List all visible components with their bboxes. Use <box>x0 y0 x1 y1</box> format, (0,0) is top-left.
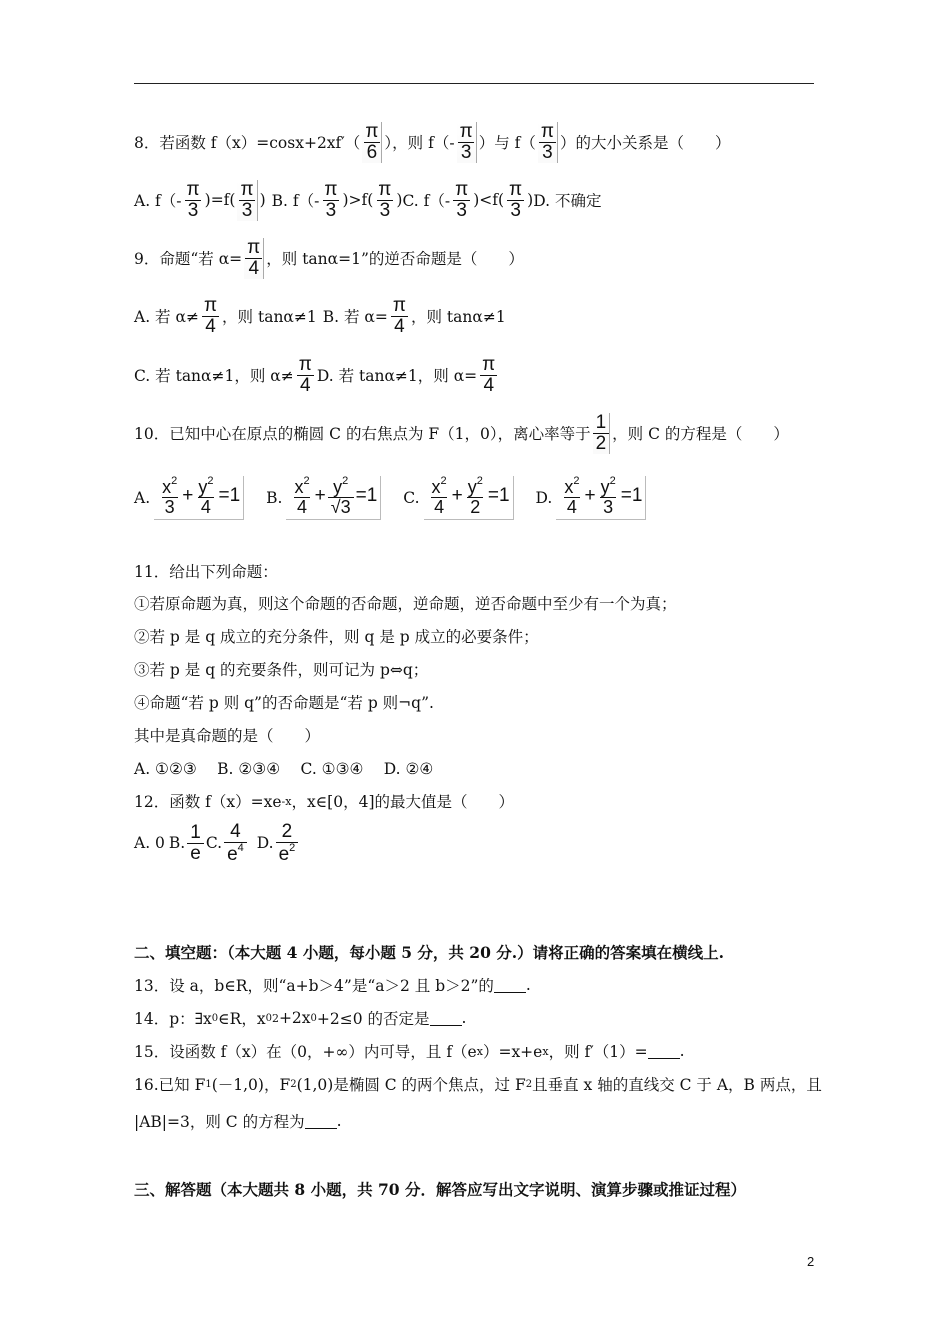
q11-options: A. ①②③ B. ②③④ C. ①③④ D. ②④ <box>134 760 434 778</box>
q9-options-cd <box>134 355 500 396</box>
superscript: x <box>542 1044 549 1058</box>
q14 <box>134 1007 466 1029</box>
subscript: 2 <box>525 1078 533 1090</box>
q14-text: +2x <box>278 1009 311 1027</box>
page-number: 2 <box>807 1254 815 1269</box>
ellipse-equation: $\frac{x^2}{4}$ + $\frac{y^2}{3}$ =1 <box>556 476 646 520</box>
fraction: $\frac{\pi}{6}$ <box>362 122 382 163</box>
q13 <box>134 974 531 996</box>
superscript: 2 <box>271 1011 279 1025</box>
q11-stem: 11．给出下列命题： <box>134 563 278 581</box>
q10-stem <box>134 413 789 454</box>
q9-option-d: D. 若 tanα≠1，则 α= <box>316 367 478 386</box>
q15 <box>134 1040 685 1062</box>
q15-text: 15．设函数 f（x）在（0，+∞）内可导，且 f（e <box>134 1043 477 1061</box>
answer-blank <box>430 1011 462 1026</box>
ellipse-equation: $\frac{x^2}{4}$ + $\frac{y^2}{√3}$ =1 <box>286 476 381 520</box>
q9-stem-text: 9．命题“若 α= <box>134 250 243 269</box>
q9-stem-text: ，则 tanα=1”的逆否命题是（ ） <box>266 250 524 269</box>
q15-text: . <box>679 1042 685 1060</box>
q13-text: . <box>525 976 531 994</box>
q8-stem <box>134 122 730 163</box>
q10-option-label: B. <box>266 488 283 507</box>
q13-text: 13．设 a，b∈R，则“a+b＞4”是“a＞2 且 b＞2”的 <box>134 977 494 995</box>
q14-text: +2≤0 的否定是 <box>316 1010 430 1028</box>
q12-option-c: C. <box>205 834 223 853</box>
fraction: $\frac{\pi}{3}$ <box>324 179 338 221</box>
q11-question: 其中是真命题的是（ ） <box>134 727 321 745</box>
q16-text: 且垂直 x 轴的直线交 C 于 A，B 两点，且 <box>532 1076 822 1094</box>
subscript: 2 <box>290 1078 297 1090</box>
q16-text: 16.已知 F <box>134 1076 206 1094</box>
section-2-heading: 二、填空题：（本大题 4 小题，每小题 5 分，共 20 分.）请将正确的答案填在横线上. <box>134 943 725 962</box>
fraction: $\frac{\pi}{3}$ <box>457 122 477 163</box>
q10-option-label: C. <box>403 488 420 507</box>
answer-blank <box>494 978 526 993</box>
superscript: x <box>476 1044 483 1058</box>
fraction: $\frac{\pi}{3}$ <box>237 180 257 221</box>
answer-blank <box>648 1044 680 1059</box>
fraction: $\frac{2}{e^2}$ <box>276 822 299 865</box>
q16-text: |AB|=3，则 C 的方程为 <box>134 1113 305 1131</box>
q16-text: (1,0)是椭圆 C 的两个焦点，过 F <box>296 1076 526 1094</box>
q8-option-c: )<f( <box>473 191 505 210</box>
q9-options-ab <box>134 296 506 337</box>
q9-option-a: ，则 tanα≠1 <box>222 308 317 327</box>
section-3-heading: 三、解答题（本大题共 8 小题，共 70 分．解答应写出文字说明、演算步骤或推证过程） <box>134 1180 746 1199</box>
q16-line-1 <box>134 1073 822 1095</box>
q11-item-4: ④命题“若 p 则 q”的否命题是“若 p 则¬q”. <box>134 694 434 712</box>
q9-option-a: A. 若 α≠ <box>134 308 199 327</box>
q12-stem <box>134 790 514 812</box>
q8-stem-text: ），则 f（- <box>384 134 455 153</box>
q8-option-d: D. 不确定 <box>533 192 602 211</box>
q16-text: (－1,0)，F <box>211 1076 291 1094</box>
q8-option-c: ) <box>527 191 534 210</box>
ellipse-equation: $\frac{x^2}{3}$ + $\frac{y^2}{4}$ =1 <box>154 476 244 520</box>
subscript: 1 <box>205 1078 212 1090</box>
q8-option-a: A. f（- <box>134 192 182 211</box>
q10-options <box>134 476 650 520</box>
q8-options <box>134 180 601 221</box>
q8-option-c: C. f（- <box>402 192 451 211</box>
q10-stem-text: ，则 C 的方程是（ ） <box>612 425 789 444</box>
q12-stem-text: ，x∈[0，4]的最大值是（ ） <box>291 793 514 811</box>
q8-option-b: ) <box>396 191 403 210</box>
q12-exponent: -x <box>281 794 292 808</box>
fraction: $\frac{\pi}{3}$ <box>455 179 469 221</box>
ellipse-equation: $\frac{x^2}{4}$ + $\frac{y^2}{2}$ =1 <box>424 476 514 520</box>
q8-option-b: B. f（- <box>271 192 320 211</box>
q8-option-a: ) <box>259 191 266 210</box>
q8-option-b: )>f( <box>342 191 374 210</box>
fraction: $\frac{\pi}{4}$ <box>244 238 264 279</box>
fraction: $\frac{\pi}{3}$ <box>378 179 392 221</box>
fraction: $\frac{\pi}{4}$ <box>482 354 496 396</box>
fraction: $\frac{\pi}{3}$ <box>186 179 200 221</box>
q9-option-b: ，则 tanα≠1 <box>411 308 506 327</box>
q15-text: ，则 f′（1）= <box>548 1043 648 1061</box>
q10-option-label: D. <box>535 488 553 507</box>
q12-option-b: B. <box>168 834 186 853</box>
q11-item-2: ②若 p 是 q 成立的充分条件，则 q 是 p 成立的必要条件； <box>134 628 539 646</box>
q9-option-c: C. 若 tanα≠1，则 α≠ <box>134 367 294 386</box>
q11-item-3: ③若 p 是 q 的充要条件，则可记为 p⇔q； <box>134 661 429 679</box>
answer-blank <box>305 1114 337 1129</box>
q14-text: 14．p：∃x <box>134 1010 212 1028</box>
fraction: $\frac{\pi}{4}$ <box>298 354 312 396</box>
q9-stem <box>134 238 524 279</box>
q12-option-d: D. <box>256 834 274 853</box>
fraction: $\frac{\pi}{3}$ <box>509 179 523 221</box>
subscript: 0 <box>265 1012 272 1024</box>
q8-stem-text: ）的大小关系是（ ） <box>559 134 731 153</box>
q12-option-a: A. 0 <box>134 834 165 853</box>
q9-option-b: B. 若 α= <box>322 308 388 327</box>
subscript: 0 <box>211 1012 219 1024</box>
q12-stem-text: 12．函数 f（x）=xe <box>134 793 282 811</box>
fraction: $\frac{1}{e}$ <box>187 823 204 864</box>
fraction: $\frac{1}{2}$ <box>593 413 611 454</box>
q16-text: . <box>336 1112 342 1130</box>
q12-options <box>134 822 300 865</box>
q14-text: ∈R，x <box>218 1010 266 1028</box>
q8-stem-text: 8．若函数 f（x）=cosx+2xf′（ <box>134 134 361 153</box>
subscript: 0 <box>310 1012 317 1024</box>
q8-stem-text: ）与 f（ <box>478 134 536 153</box>
q10-option-label: A. <box>134 488 151 507</box>
q16-line-2 <box>134 1110 342 1132</box>
fraction: $\frac{\pi}{3}$ <box>538 122 558 163</box>
fraction: $\frac{\pi}{4}$ <box>392 295 406 337</box>
header-rule <box>134 83 814 84</box>
fraction: $\frac{\pi}{4}$ <box>203 295 218 337</box>
q11-item-1: ①若原命题为真，则这个命题的否命题，逆命题，逆否命题中至少有一个为真； <box>134 595 677 613</box>
q8-option-a: )=f( <box>204 191 236 210</box>
q10-stem-text: 10．已知中心在原点的椭圆 C 的右焦点为 F（1，0），离心率等于 <box>134 425 591 444</box>
q15-text: ）=x+e <box>482 1043 543 1061</box>
q14-text: . <box>461 1009 467 1027</box>
fraction: $\frac{4}{e^4}$ <box>224 822 247 865</box>
